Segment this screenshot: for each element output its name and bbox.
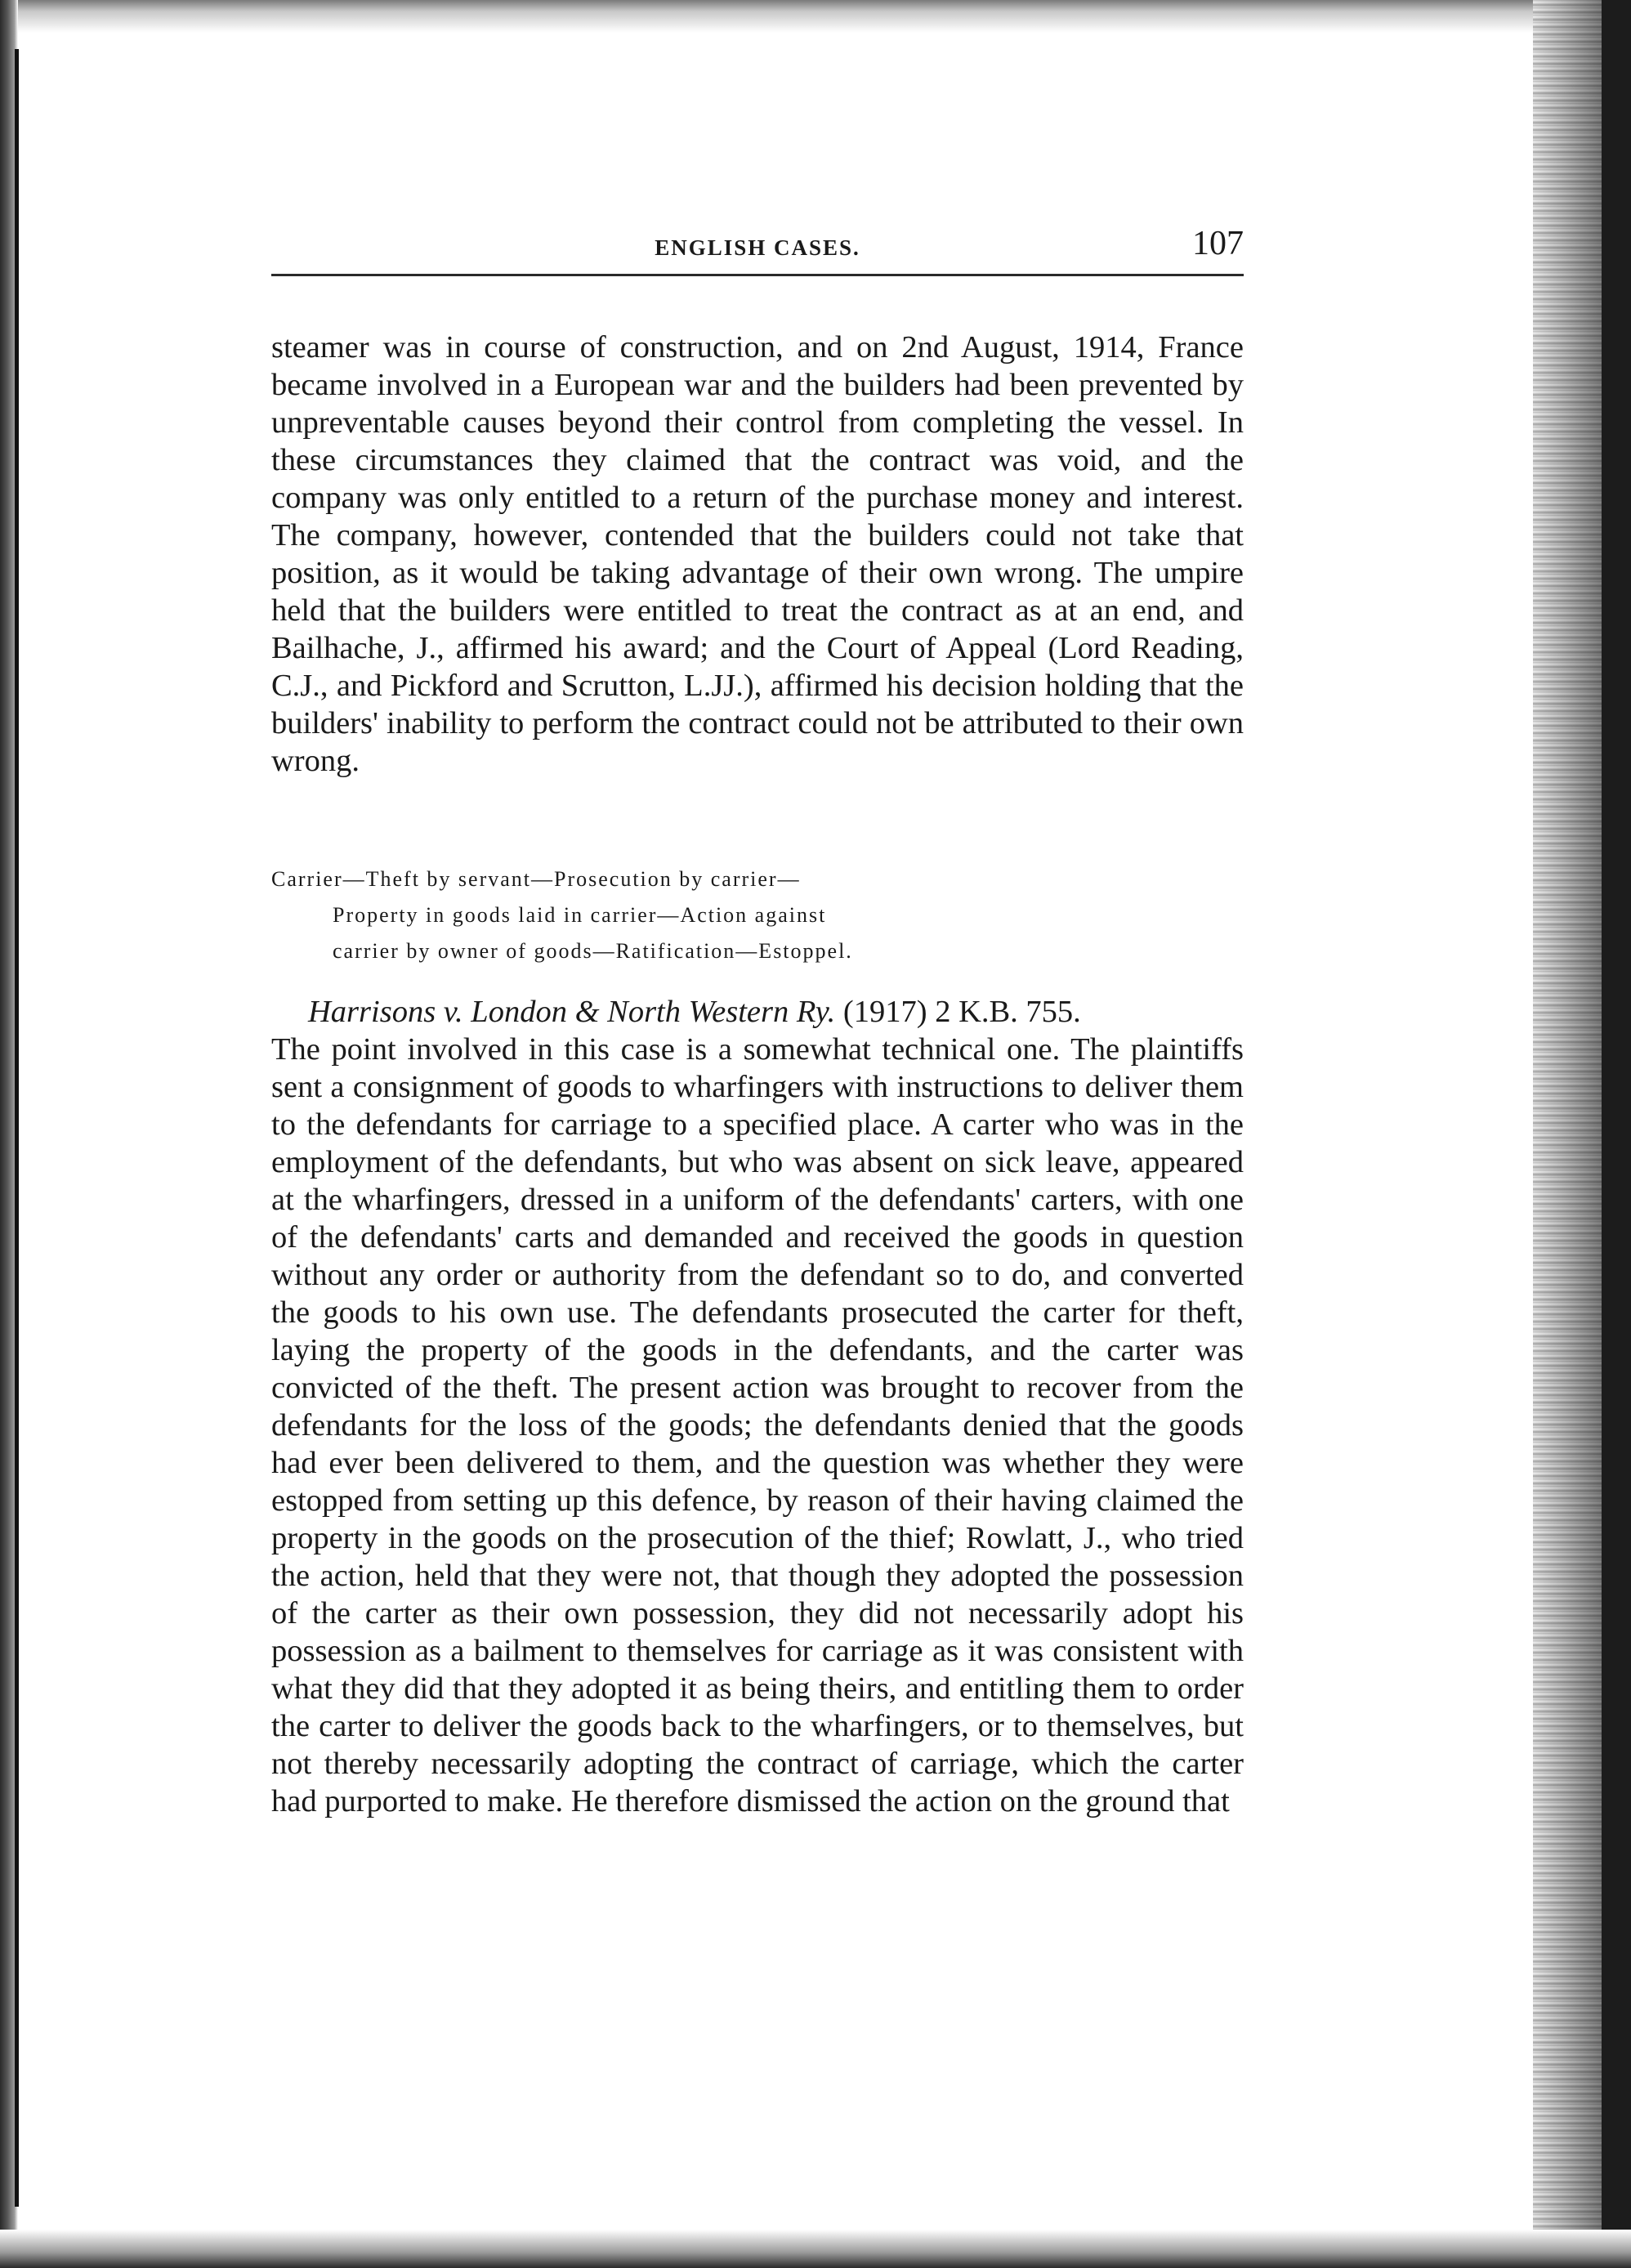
headnote-line-2: Property in goods laid in carrier—Action against bbox=[333, 903, 827, 927]
case-headnote bbox=[271, 861, 1244, 969]
paragraph-continuation bbox=[271, 329, 1244, 780]
paragraph-2-text: The point involved in this case is a somewhat technical one. The plaintiffs sent a consignment of goods to wharfingers with instructions to deliver them to the defendants for carriage to a specified place. A carter who was in the employment of the defendants, but who was absent on sick leave, appeared at the wharfingers, dressed in a uniform of the defendants' carters, with one of the defendants' carts and demanded and received the goods in question without any order or authority from the defendant so to do, and converted the goods to his own use. The defendants prosecuted the carter for theft, laying the property of the goods in the defendants, and the carter was convicted of the theft. The present action was brought to recover from the defendants for the loss of the goods; the defendants denied that the goods had ever been delivered to them, and the question was whether they were estopped from setting up this defence, by reason of their having claimed the property in the goods on the prosecution of the thief; Rowlatt, J., who tried the action, held that they were not, that though they adopted the possession of the carter as their own possession, they did not necessarily adopt his possession as a bailment to themselves for carriage as it was consistent with what they did that they adopted it as being theirs, and entitling them to order the carter to deliver the goods back to the wharfingers, or to themselves, but not thereby necessarily adopting the contract of carriage, which the carter had purported to make. He therefore dismissed the action on the ground that bbox=[271, 1032, 1244, 1818]
scan-edge-right-bar bbox=[1602, 0, 1631, 2268]
case-name: Harrisons v. London & North Western Ry. bbox=[308, 995, 836, 1029]
scan-edge-bottom bbox=[0, 2230, 1631, 2268]
page-header bbox=[271, 222, 1244, 271]
page-number: 107 bbox=[1192, 225, 1244, 262]
case-citation-line bbox=[271, 993, 1244, 1031]
headnote-line-1: Carrier—Theft by servant—Prosecution by carrier— bbox=[271, 867, 801, 891]
running-title: ENGLISH CASES. bbox=[655, 235, 860, 260]
headnote-line-3: carrier by owner of goods—Ratification—Estoppel. bbox=[333, 939, 853, 963]
paragraph-1-text: steamer was in course of construction, and on 2nd August, 1914, France became involved in a European war and the builders had been prevented by unpreventable causes beyond their control from completing the vessel. In these circumstances they claimed that the contract was void, and the company was only entitled to a return of the purchase money and interest. The company, however, contended that the builders could not take that position, as it would be taking advantage of their own wrong. The umpire held that the builders were entitled to treat the contract as at an end, and Bailhache, J., affirmed his award; and the Court of Appeal (Lord Reading, C.J., and Pickford and Scrutton, L.JJ.), affirmed his decision holding that the builders' inability to perform the contract could not be attributed to their own wrong. bbox=[271, 330, 1244, 778]
header-rule bbox=[271, 274, 1244, 276]
scan-edge-top bbox=[0, 0, 1631, 33]
case-citation: (1917) 2 K.B. 755. bbox=[842, 995, 1081, 1029]
case-summary bbox=[271, 993, 1244, 1820]
page-gutter-line bbox=[15, 49, 19, 2207]
